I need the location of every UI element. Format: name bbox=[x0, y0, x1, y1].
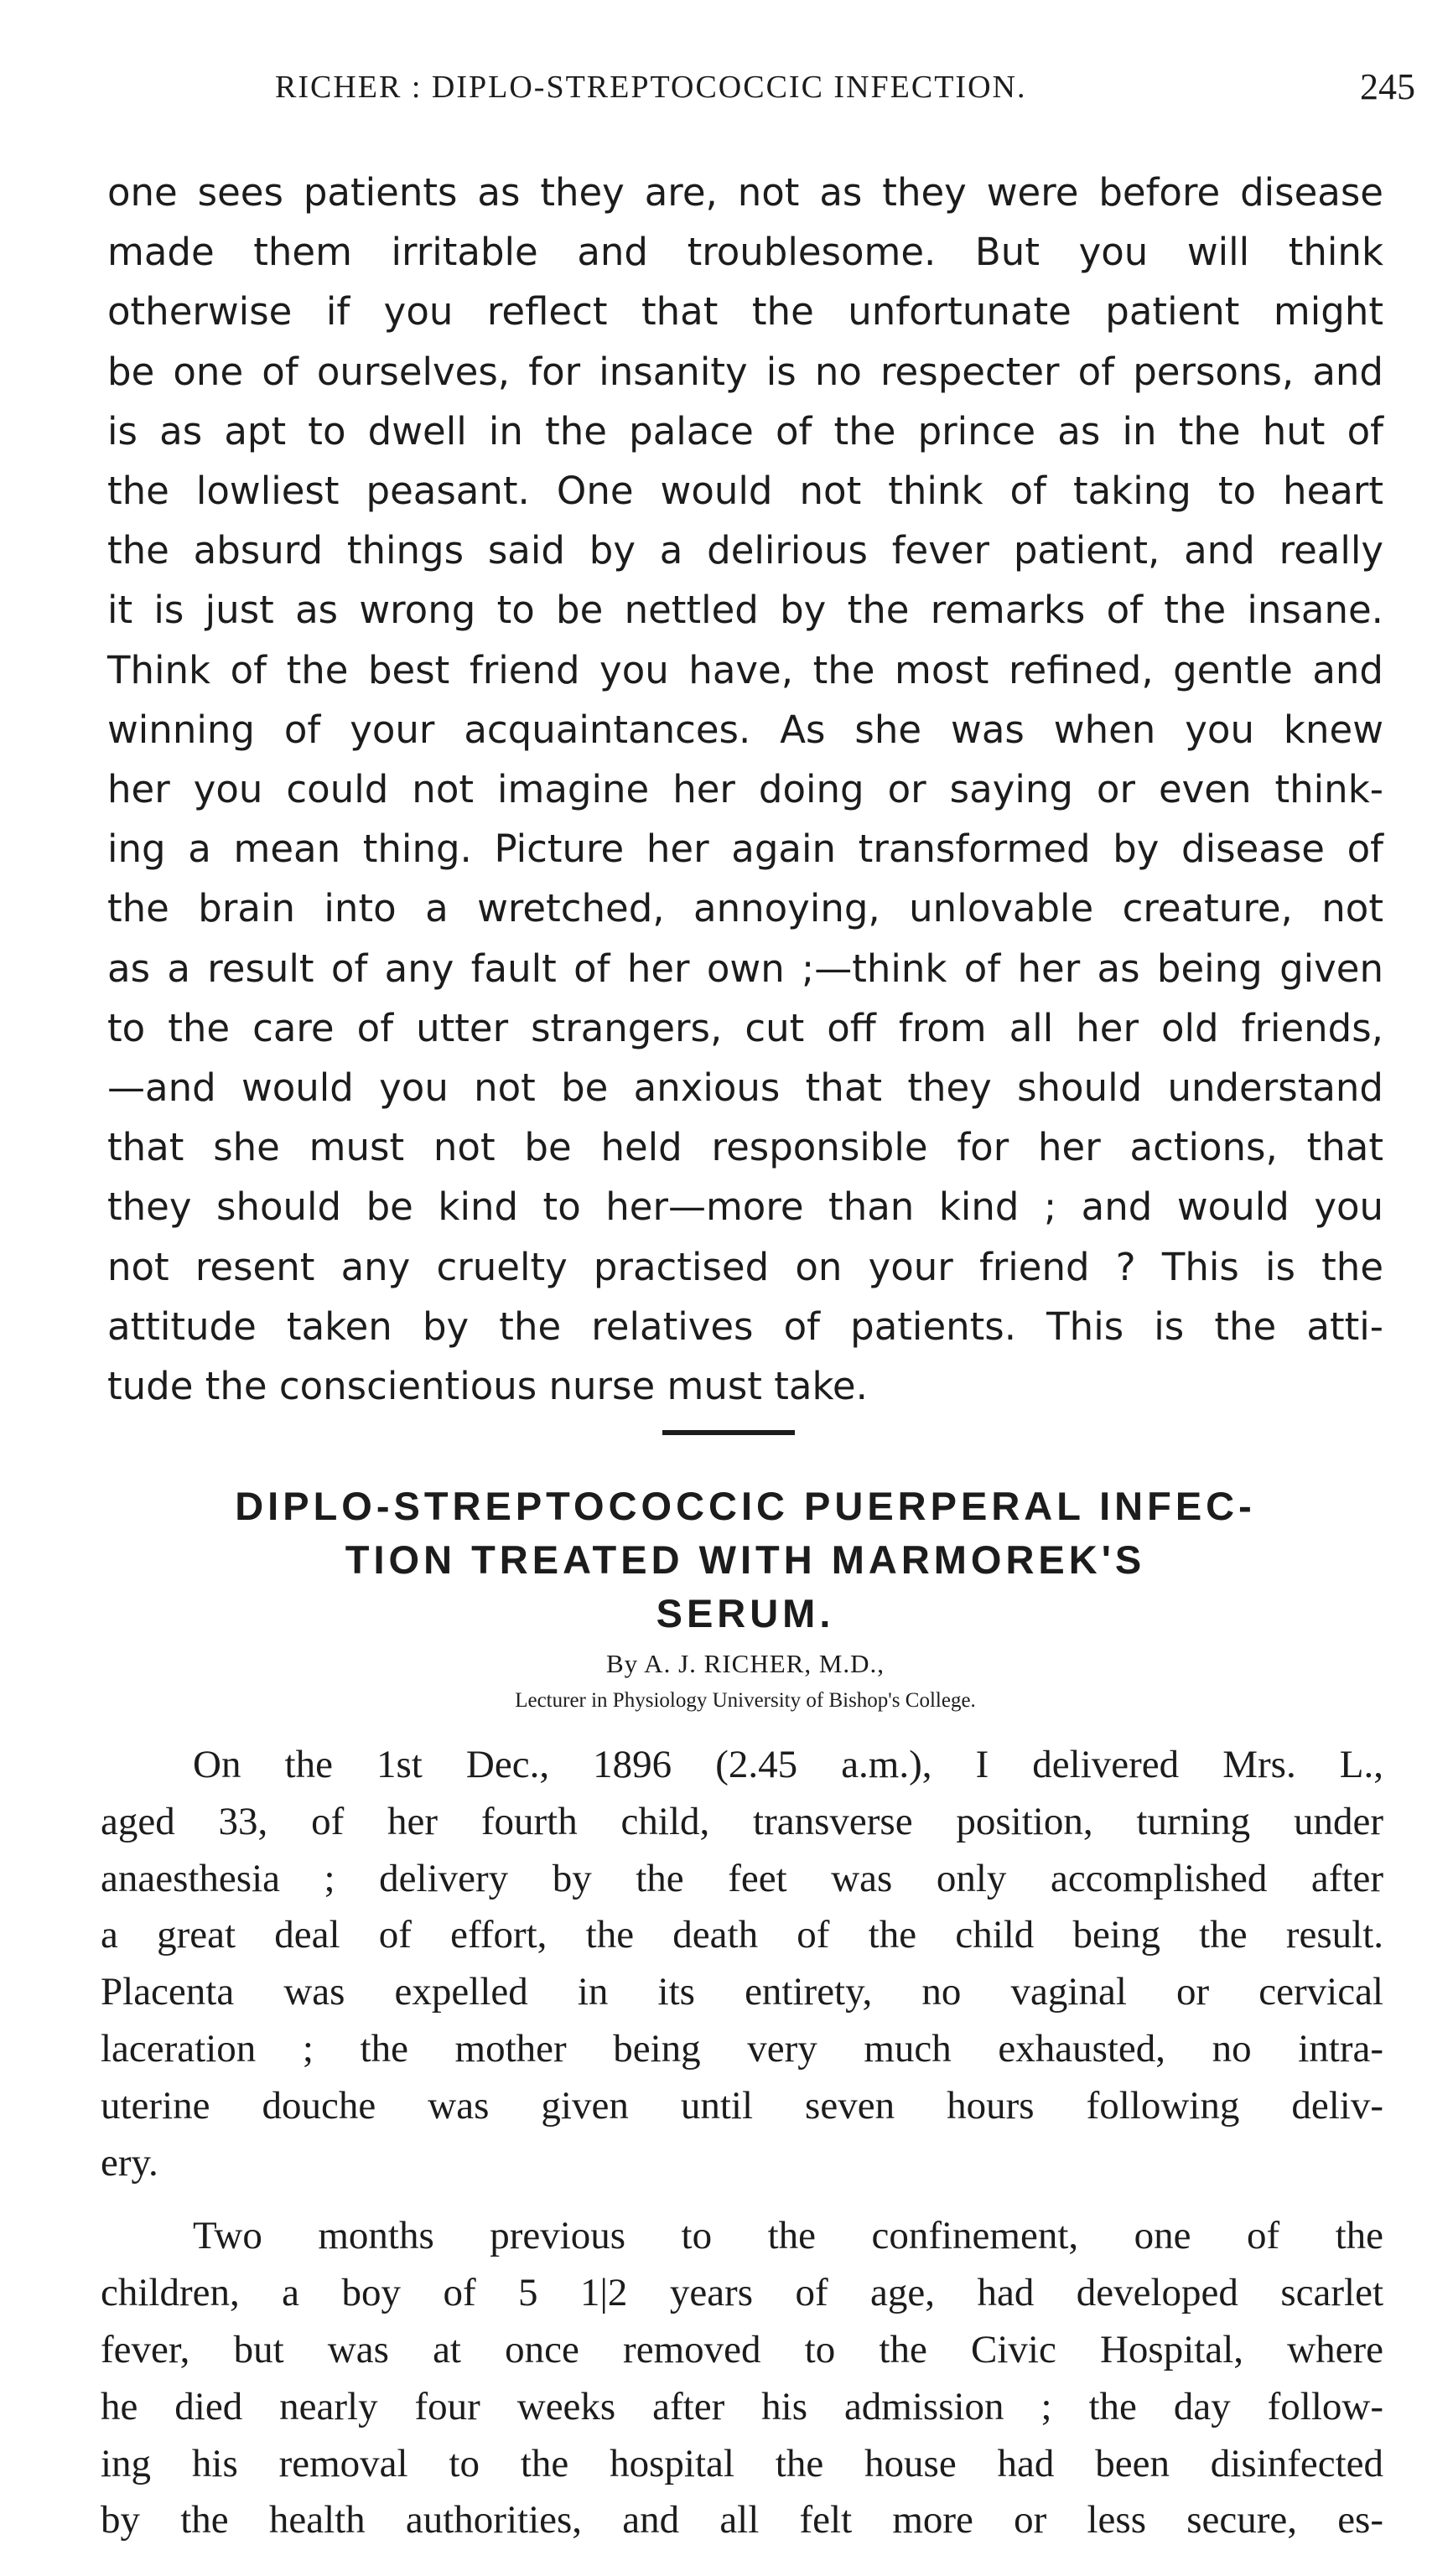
text-line: ery. bbox=[101, 2140, 158, 2185]
author-affiliation: Lecturer in Physiology University of Bishop's College. bbox=[515, 1689, 976, 1712]
text-line: otherwise if you reflect that the unfortunate patient might bbox=[107, 289, 1383, 334]
text-line: the absurd things said by a delirious fever patient, and really bbox=[107, 528, 1383, 573]
text-line: winning of your acquaintances. As she was when you knew bbox=[107, 707, 1383, 752]
text-line: On the 1st Dec., 1896 (2.45 a.m.), I delivered Mrs. L., bbox=[193, 1743, 1383, 1786]
text-line: attitude taken by the relatives of patients. This is the atti- bbox=[107, 1304, 1383, 1349]
text-line: he died nearly four weeks after his admission ; the day follow- bbox=[101, 2384, 1383, 2428]
text-line: not resent any cruelty practised on your friend ? This is the bbox=[107, 1244, 1383, 1289]
running-head bbox=[107, 66, 1415, 127]
text-line: is as apt to dwell in the palace of the prince as in the hut of bbox=[107, 408, 1383, 454]
text-line: uterine douche was given until seven hours following deliv- bbox=[101, 2083, 1383, 2128]
text-line: Two months previous to the confinement, one of the bbox=[193, 2214, 1383, 2258]
text-line: the brain into a wretched, annoying, unlovable creature, not bbox=[107, 886, 1383, 931]
text-line: as a result of any fault of her own ;—think of her as being given bbox=[107, 946, 1383, 991]
text-line: made them irritable and troublesome. But you will think bbox=[107, 230, 1383, 275]
text-line: aged 33, of her fourth child, transverse position, turning under bbox=[101, 1799, 1383, 1843]
text-line: it is just as wrong to be nettled by the remarks of the insane. bbox=[107, 588, 1383, 633]
article-title-line: DIPLO-STREPTOCOCCIC PUERPERAL INFEC- bbox=[235, 1484, 1256, 1528]
text-line: tude the conscientious nurse must take. bbox=[107, 1364, 868, 1409]
text-line: ing a mean thing. Picture her again transformed by disease of bbox=[107, 827, 1383, 872]
previous-article-text bbox=[107, 163, 1383, 1416]
text-line: they should be kind to her—more than kind ; and would you bbox=[107, 1184, 1383, 1230]
text-line: be one of ourselves, for insanity is no respecter of persons, and bbox=[107, 349, 1383, 394]
text-line: a great deal of effort, the death of the child being the result. bbox=[101, 1913, 1383, 1957]
article-title bbox=[107, 1480, 1383, 1640]
running-head-title: RICHER : DIPLO-STREPTOCOCCIC INFECTION. bbox=[275, 70, 1027, 105]
section-divider bbox=[662, 1430, 795, 1435]
author-byline: By A. J. RICHER, M.D., bbox=[605, 1649, 885, 1678]
article-title-line: SERUM. bbox=[656, 1591, 835, 1635]
text-line: the lowliest peasant. One would not think of taking to heart bbox=[107, 469, 1383, 514]
article-title-line: TION TREATED WITH MARMOREK'S bbox=[345, 1537, 1146, 1582]
text-line: fever, but was at once removed to the Civic Hospital, where bbox=[101, 2327, 1383, 2371]
text-line: to the care of utter strangers, cut off from all her old friends, bbox=[107, 1005, 1383, 1050]
text-line: anaesthesia ; delivery by the feet was only accomplished after bbox=[101, 1856, 1383, 1900]
text-line: Placenta was expelled in its entirety, no vaginal or cervical bbox=[101, 1970, 1383, 2014]
paragraph bbox=[101, 1737, 1383, 2191]
text-line: Think of the best friend you have, the most refined, gentle and bbox=[107, 647, 1383, 692]
paragraph bbox=[101, 2208, 1383, 2549]
text-line: that she must not be held responsible for her actions, that bbox=[107, 1125, 1383, 1170]
text-line: laceration ; the mother being very much exhausted, no intra- bbox=[101, 2026, 1383, 2071]
text-line: —and would you not be anxious that they should understand bbox=[107, 1065, 1383, 1111]
text-line: her you could not imagine her doing or saying or even think- bbox=[107, 767, 1383, 812]
text-line: children, a boy of 5 1|2 years of age, had developed scarlet bbox=[101, 2271, 1383, 2315]
article-body bbox=[101, 1737, 1383, 2549]
text-line: by the health authorities, and all felt more or less secure, es- bbox=[101, 2498, 1383, 2542]
page-number: 245 bbox=[1360, 66, 1415, 107]
text-line: ing his removal to the hospital the house had been disinfected bbox=[101, 2441, 1383, 2485]
text-line: one sees patients as they are, not as they were before disease bbox=[107, 170, 1383, 215]
